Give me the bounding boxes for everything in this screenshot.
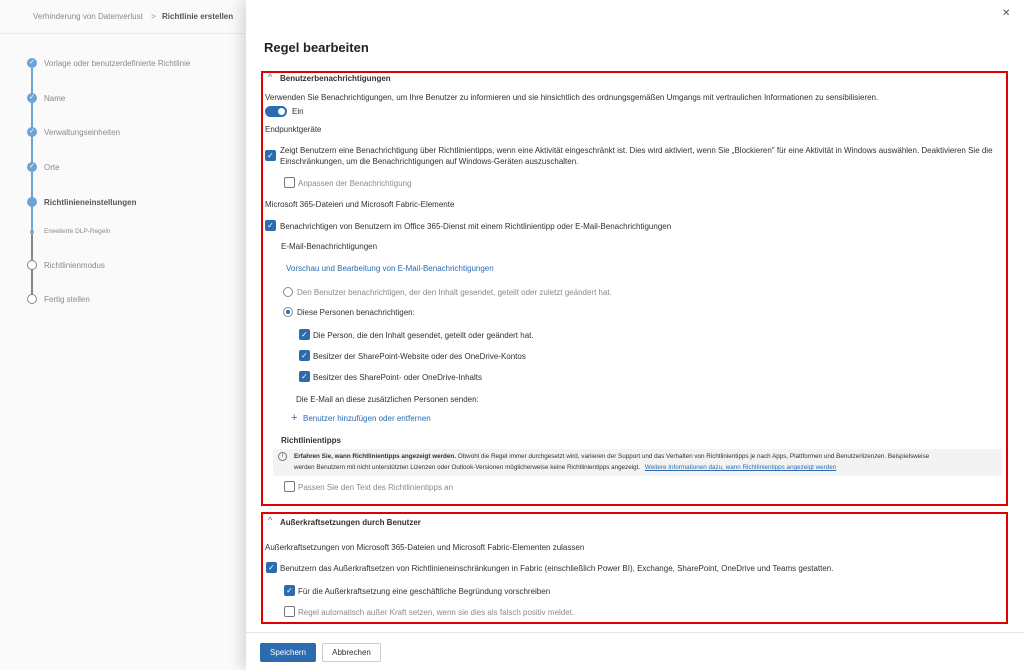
radio-label: Den Benutzer benachrichtigen, der den Inhalt gesendet, geteilt oder zuletzt geändert hat.: [297, 288, 612, 297]
breadcrumb-parent[interactable]: Verhinderung von Datenverlust: [33, 12, 143, 21]
step-label: Verwaltungseinheiten: [44, 127, 121, 137]
checkbox-label: Besitzer der SharePoint-Website oder des OneDrive-Kontos: [313, 352, 526, 361]
notify-these-people-radio[interactable]: [283, 307, 293, 317]
check-icon: ✓: [27, 162, 37, 172]
email-preview-link[interactable]: Vorschau und Bearbeitung von E-Mail-Benachrichtigungen: [286, 264, 494, 273]
endpoint-checkbox[interactable]: ✓: [265, 150, 276, 161]
customize-notification-checkbox[interactable]: [284, 177, 295, 188]
m365-notify-label: Benachrichtigen von Benutzern im Office 365-Dienst mit einem Richtlinientipp oder E-Mail-Benachrichtigungen: [280, 222, 672, 231]
edit-rule-panel: [246, 0, 1024, 670]
endpoint-checkbox-label-cont: Einschränkungen, um die Benachrichtigungen auf Windows-Geräten auszuschalten.: [280, 157, 579, 166]
notify-last-modifier-radio[interactable]: [283, 287, 293, 297]
step-name: [27, 93, 65, 103]
wizard-sidebar: [0, 0, 246, 670]
info-icon: i: [278, 452, 287, 461]
step-finish: [27, 294, 90, 304]
content-owner-checkbox[interactable]: ✓: [299, 371, 310, 382]
checkbox-label: Benutzern das Außerkraftsetzen von Richtlinieneinschränkungen in Fabric (einschließlich Power BI), Exchange, SharePoint, OneDrive und Teams gestatten.: [280, 564, 834, 573]
check-icon: ✓: [27, 127, 37, 137]
substep-advanced-dlp: [27, 228, 110, 235]
send-to-label: Die E-Mail an diese zusätzlichen Personen senden:: [296, 395, 479, 404]
step-admin-units: [27, 127, 120, 137]
breadcrumb: [33, 12, 233, 21]
empty-circle-icon: [27, 294, 37, 304]
m365-heading: Microsoft 365-Dateien und Microsoft Fabric-Elemente: [265, 200, 455, 209]
empty-circle-icon: [27, 260, 37, 270]
step-label: Fertig stellen: [44, 294, 90, 304]
check-icon: ✓: [27, 58, 37, 68]
step-locations: [27, 162, 60, 172]
check-icon: ✓: [27, 93, 37, 103]
site-owner-checkbox[interactable]: ✓: [299, 350, 310, 361]
step-label: Erweiterte DLP-Regeln: [44, 228, 111, 235]
policy-tips-heading: Richtlinientipps: [281, 436, 341, 445]
breadcrumb-current: Richtlinie erstellen: [162, 12, 234, 21]
section-header-overrides[interactable]: Außerkraftsetzungen durch Benutzer: [280, 518, 421, 527]
toggle-label: Ein: [292, 107, 304, 116]
checkbox-label: Besitzer des SharePoint- oder OneDrive-Inhalts: [313, 373, 482, 382]
customize-tip-label: Passen Sie den Text des Richtlinientipps an: [298, 483, 454, 492]
cancel-button[interactable]: Abbrechen: [322, 643, 381, 662]
person-checkbox[interactable]: ✓: [299, 329, 310, 340]
step-template: [27, 58, 190, 68]
chevron-up-icon[interactable]: ^: [268, 72, 273, 82]
policy-tips-info-link[interactable]: Weitere Informationen dazu, wann Richtlinientipps angezeigt werden: [644, 464, 837, 471]
step-label: Richtlinienmodus: [44, 260, 105, 270]
email-heading: E-Mail-Benachrichtigungen: [281, 242, 378, 251]
checkbox-label: Regel automatisch außer Kraft setzen, wenn sie dies als falsch positiv meldet.: [298, 608, 575, 617]
save-button[interactable]: Speichern: [260, 643, 316, 662]
info-text-cont: werden Benutzern mit nicht unterstützten Lizenzen oder Outlook-Versionen möglicherweise keine Richtlinientipps angezeigt.: [294, 464, 641, 471]
endpoint-checkbox-label: Zeigt Benutzern eine Benachrichtigung über Richtlinientipps, wenn eine Aktivität eingeschränkt ist. Dies wird aktiviert, wenn Sie „Blockieren" für eine Aktivität in Windows auswählen. Deaktivieren Sie die: [280, 146, 993, 155]
step-label: Vorlage oder benutzerdefinierte Richtlinie: [44, 58, 191, 68]
radio-label: Diese Personen benachrichtigen:: [297, 308, 415, 317]
close-icon[interactable]: ✕: [1002, 8, 1011, 19]
info-text: Obwohl die Regel immer durchgesetzt wird, variieren der Support und das Verhalten von Richtlinientipps je nach Apps, Plattformen und Benutzerlizenzen. Beispielsweise: [457, 453, 930, 460]
overrides-heading: Außerkraftsetzungen von Microsoft 365-Dateien und Microsoft Fabric-Elementen zulassen: [265, 543, 585, 552]
customize-tip-checkbox[interactable]: [284, 481, 295, 492]
step-label: Name: [44, 93, 66, 103]
step-label: Richtlinieneinstellungen: [44, 197, 137, 207]
step-label: Orte: [44, 162, 60, 172]
require-justification-checkbox[interactable]: ✓: [284, 585, 295, 596]
chevron-up-icon[interactable]: ^: [268, 515, 273, 525]
step-policy-mode: [27, 260, 105, 270]
add-users-link[interactable]: Benutzer hinzufügen oder entfernen: [303, 414, 431, 423]
checkbox-label: Für die Außerkraftsetzung eine geschäftliche Begründung vorschreiben: [298, 587, 551, 596]
auto-override-checkbox[interactable]: [284, 606, 295, 617]
info-box: [273, 449, 1002, 476]
plus-icon: +: [291, 412, 298, 424]
substep-dot-icon: [30, 230, 34, 234]
step-policy-settings: [27, 197, 136, 207]
notifications-toggle[interactable]: [265, 106, 287, 117]
customize-notification-label: Anpassen der Benachrichtigung: [298, 179, 412, 188]
info-title: Erfahren Sie, wann Richtlinientipps angezeigt werden.: [294, 453, 456, 460]
section-header-notifications[interactable]: Benutzerbenachrichtigungen: [280, 74, 391, 83]
current-step-icon: [27, 197, 37, 207]
checkbox-label: Die Person, die den Inhalt gesendet, geteilt oder geändert hat.: [313, 331, 534, 340]
allow-override-checkbox[interactable]: ✓: [266, 562, 277, 573]
divider: [0, 33, 246, 34]
m365-notify-checkbox[interactable]: ✓: [265, 220, 276, 231]
breadcrumb-separator: >: [151, 12, 156, 21]
endpoint-heading: Endpunktgeräte: [265, 125, 322, 134]
panel-title: Regel bearbeiten: [264, 40, 369, 55]
notifications-description: Verwenden Sie Benachrichtigungen, um Ihre Benutzer zu informieren und sie hinsichtlich des ordnungsgemäßen Umgangs mit vertraulichen Informationen zu sensibilisieren.: [265, 93, 879, 102]
footer-divider: [246, 632, 1024, 633]
